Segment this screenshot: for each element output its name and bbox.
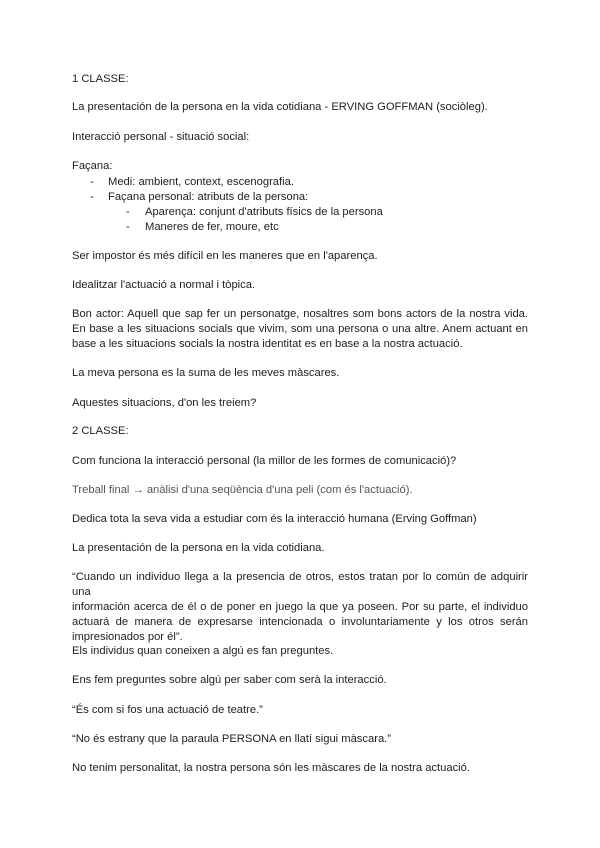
paragraph-idealitzar: Idealitzar l'actuació a normal i tòpica. — [72, 279, 256, 291]
paragraph-line: En base a les situacions socials que vivim, som una persona o una altre. Anem actuant en — [72, 323, 528, 335]
paragraph-line: información acerca de él o de poner en juego la que ya poseen. Por su parte, el individuo — [72, 601, 528, 613]
paragraph-teatre: “És com si fos una actuació de teatre.” — [72, 704, 263, 716]
paragraph-line: actuará de manera de expresarse intencionada o involuntariamente y los otros serán — [72, 616, 528, 628]
paragraph-persona — [72, 732, 391, 747]
paragraph-title: La presentación de la persona en la vida cotidiana - ERVING GOFFMAN (sociòleg). — [72, 101, 488, 113]
paragraph-treball-final: Treball final → anàlisi d'una seqüència d'una peli (com és l'actuació). — [72, 484, 413, 496]
heading-class-2: 2 CLASSE: — [72, 425, 129, 437]
sub-bullet-dash: - — [126, 206, 130, 218]
sub-bullet-item: Maneres de fer, moure, etc — [145, 221, 279, 233]
bullet-item: Façana personal: atributs de la persona: — [108, 191, 309, 203]
bullet-item: Medi: ambient, context, escenografia. — [108, 176, 294, 188]
paragraph-personalitat: No tenim personalitat, la nostra persona són les màscares de la nostra actuació. — [72, 762, 470, 774]
paragraph-line: impresionados por él”. — [72, 631, 183, 643]
paragraph-presentacion: La presentación de la persona en la vida cotidiana. — [72, 542, 325, 554]
sub-bullet-item: Aparença: conjunt d'atributs físics de la persona — [145, 206, 383, 218]
paragraph-line: “Cuando un individuo llega a la presencia de otros, estos tratan por lo común de adquirir una — [72, 571, 528, 598]
sub-bullet-dash: - — [126, 221, 130, 233]
paragraph-dedica: Dedica tota la seva vida a estudiar com és la interacció humana (Erving Goffman) — [72, 513, 477, 525]
bullet-dash: - — [90, 191, 94, 203]
facana-label: Façana: — [72, 160, 113, 172]
heading-class-1: 1 CLASSE: — [72, 73, 129, 85]
bullet-dash: - — [90, 176, 94, 188]
paragraph-aquestes: Aquestes situacions, d'on les treiem? — [72, 397, 257, 409]
paragraph-quote — [72, 570, 528, 645]
paragraph-line: Bon actor: Aquell que sap fer un personatge, nosaltres som bons actors de la nostra vida. — [72, 308, 528, 320]
paragraph-line: base a les situacions socials la nostra identitat es en base a la nostra actuació. — [72, 338, 463, 350]
persona-word: PERSONA — [221, 733, 276, 745]
paragraph-preguntes: Ens fem preguntes sobre algú per saber com serà la interacció. — [72, 674, 387, 686]
paragraph-impostor: Ser impostor és més difícil en les maneres que en l'aparença. — [72, 250, 378, 262]
paragraph-com-funciona: Com funciona la interacció personal (la millor de les formes de comunicació)? — [72, 455, 457, 467]
paragraph-bon-actor — [72, 307, 528, 352]
paragraph-interaccio: Interacció personal - situació social: — [72, 131, 250, 143]
paragraph-individus: Els individus quan coneixen a algú es fan preguntes. — [72, 645, 334, 657]
persona-prefix: “No és estrany que la paraula — [72, 733, 222, 745]
paragraph-mascares: La meva persona es la suma de les meves màscares. — [72, 367, 340, 379]
persona-suffix: en llatí sigui màscara.” — [275, 733, 391, 745]
